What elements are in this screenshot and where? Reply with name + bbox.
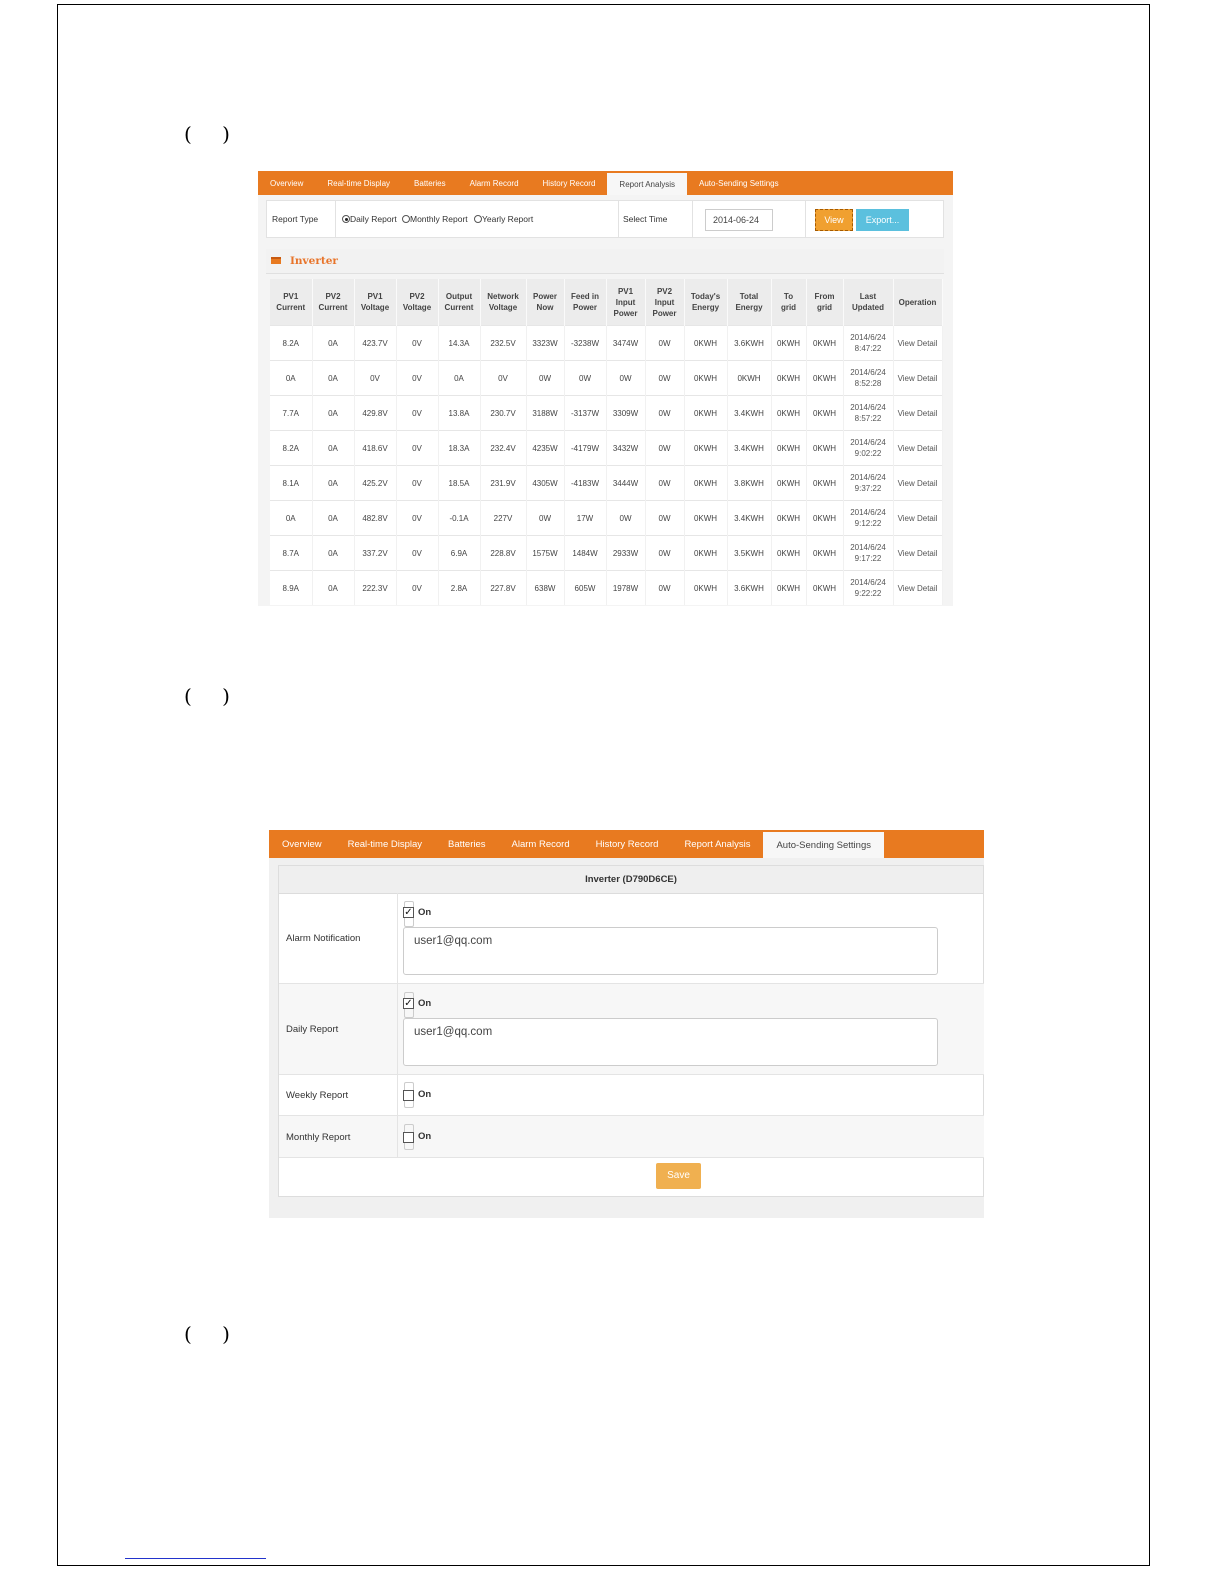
table-cell: 3.4KWH [727,501,771,536]
divider [397,893,398,983]
divider [805,201,806,237]
table-cell: 482.8V [354,501,396,536]
table-cell: 0W [564,361,606,396]
table-cell: 0W [645,501,684,536]
table-cell: 0KWH [684,396,727,431]
column-header-text: Voltage [360,303,390,312]
table-cell: 227V [480,501,526,536]
table-cell: 14.3A [438,326,480,361]
table-icon [271,257,281,264]
table-cell: 3.8KWH [727,466,771,501]
table-cell: 0KWH [771,326,806,361]
table-cell: 0W [526,361,564,396]
column-header-text: From [814,292,835,301]
section-title: Inverter [290,255,338,267]
table-cell: 0KWH [684,571,727,606]
divider [618,201,619,237]
weekly-report-label: Weekly Report [286,1090,349,1101]
table-cell: 0A [270,501,312,536]
inverter-table [270,279,943,605]
table-cell: 3309W [606,396,645,431]
inverter-table-wrap [270,279,942,605]
table-cell: 0KWH [806,361,843,396]
table-cell: 3.6KWH [727,571,771,606]
column-header-text: Feed in [570,292,599,301]
monthly-report-checkbox[interactable] [403,1132,414,1143]
column-header [480,279,526,326]
table-cell: 18.3A [438,431,480,466]
view-detail-link[interactable]: View Detail [893,466,942,501]
table-cell: 1575W [526,536,564,571]
table-cell: 0KWH [771,571,806,606]
column-header-text: Voltage [402,303,432,312]
table-cell: 0KWH [771,361,806,396]
column-header [806,279,843,326]
monthly-report-on-label: On [418,1131,432,1142]
column-header-text: grid [816,303,833,312]
table-cell: 0V [396,396,438,431]
alarm-notification-on-label: On [418,907,432,918]
table-cell: 1484W [564,536,606,571]
table-cell: 0A [312,326,354,361]
tab-history-record[interactable]: History Record [542,178,596,188]
divider [692,201,693,237]
table-cell: 232.4V [480,431,526,466]
tab-auto-sending-settings[interactable]: Auto-Sending Settings [763,832,884,858]
tab-batteries[interactable]: Batteries [448,838,486,850]
table-cell: 0KWH [806,501,843,536]
tab-alarm-record[interactable]: Alarm Record [469,178,519,188]
table-cell: 3.4KWH [727,396,771,431]
blank-paren-3: ( ) [184,1322,242,1346]
tab-history-record[interactable]: History Record [595,838,659,850]
table-cell: 3323W [526,326,564,361]
table-cell: 0W [645,571,684,606]
table-cell: 222.3V [354,571,396,606]
table-cell: 18.5A [438,466,480,501]
yearly-report-label: Yearly Report [482,214,534,224]
table-cell: 423.7V [354,326,396,361]
tab-overview[interactable]: Overview [270,178,304,188]
table-cell: 227.8V [480,571,526,606]
daily-report-label: Daily Report [350,214,397,224]
divider [397,984,398,1074]
daily-report-on-label: On [418,998,432,1009]
alarm-notification-row [279,893,984,984]
table-cell: 0KWH [684,361,727,396]
column-header-text: Energy [735,303,763,312]
table-cell: 0A [312,396,354,431]
table-cell: 2014/6/24 9:02:22 [843,431,893,466]
alarm-notification-checkbox[interactable]: ✓ [404,907,413,918]
column-header [526,279,564,326]
table-cell: 2014/6/24 9:22:22 [843,571,893,606]
table-cell: 0V [354,361,396,396]
table-cell: 2014/6/24 9:12:22 [843,501,893,536]
tab-realtime-display[interactable]: Real-time Display [327,178,391,188]
column-header [843,279,893,326]
divider [397,1075,398,1115]
table-cell: 3.5KWH [727,536,771,571]
table-cell: 0KWH [727,361,771,396]
column-header-text: Total [739,292,759,301]
table-cell: 0KWH [684,431,727,466]
table-cell: 0V [396,326,438,361]
report-filter-bar [266,200,944,238]
save-button[interactable]: Save [656,1163,701,1189]
tab-auto-sending-settings[interactable]: Auto-Sending Settings [699,178,779,188]
table-cell: 0V [396,571,438,606]
column-header-text: PV1 [367,292,383,301]
table-cell: 3.4KWH [727,431,771,466]
column-header [354,279,396,326]
column-header [684,279,727,326]
table-cell: 0V [396,466,438,501]
column-header-text: Power [613,308,638,318]
column-header [564,279,606,326]
column-header-text: Energy [691,303,720,312]
table-cell: 425.2V [354,466,396,501]
table-cell: 0KWH [806,466,843,501]
table-cell: 2933W [606,536,645,571]
table-cell: 1978W [606,571,645,606]
column-header [396,279,438,326]
table-cell: 0W [645,536,684,571]
column-header [438,279,480,326]
table-cell: 6.9A [438,536,480,571]
column-header-text: Network [487,292,519,301]
monthly-report-option[interactable] [402,214,468,224]
table-cell: 0A [312,466,354,501]
table-cell: 232.5V [480,326,526,361]
table-cell: 0KWH [684,326,727,361]
column-header-text: Updated [852,303,884,312]
table-cell: 231.9V [480,466,526,501]
table-cell: 2014/6/24 8:47:22 [843,326,893,361]
column-header-text: Power [652,308,677,318]
table-cell: 8.2A [270,326,312,361]
report-type-label: Report Type [272,214,319,224]
table-cell: 7.7A [270,396,312,431]
view-detail-link[interactable]: View Detail [893,326,942,361]
table-cell: 0KWH [771,431,806,466]
table-row [270,501,942,536]
table-cell: 17W [564,501,606,536]
table-cell: 0W [645,396,684,431]
column-header-text: Current [444,303,474,312]
weekly-report-on-label: On [418,1089,432,1100]
column-header-text: PV2 [409,292,425,301]
view-detail-link[interactable]: View Detail [893,501,942,536]
report-analysis-screenshot [258,171,953,606]
table-row [270,431,942,466]
column-header-text: Current [318,303,348,312]
table-cell: 0KWH [806,396,843,431]
inverter-section-header [266,249,944,274]
blank-paren-2: ( ) [184,684,242,708]
table-cell: -4179W [564,431,606,466]
column-header [893,279,942,326]
table-cell: 2014/6/24 8:52:28 [843,361,893,396]
table-cell: 638W [526,571,564,606]
alarm-notification-email-field[interactable]: user1@qq.com [403,927,938,975]
column-header-text: Input [654,297,675,307]
table-cell: 0V [396,536,438,571]
view-detail-link[interactable]: View Detail [893,361,942,396]
table-cell: -4183W [564,466,606,501]
auto-sending-screenshot [269,830,984,1218]
table-cell: 3444W [606,466,645,501]
panel-title: Inverter (D790D6CE) [279,866,983,894]
table-cell: 0KWH [684,501,727,536]
table-cell: 0W [526,501,564,536]
table-cell: 13.8A [438,396,480,431]
column-header-text: PV2 [656,286,673,296]
weekly-report-row [279,1075,984,1116]
table-cell: 0KWH [806,571,843,606]
table-cell: 0A [438,361,480,396]
table-cell: 3.6KWH [727,326,771,361]
monthly-report-row [279,1116,984,1158]
weekly-report-checkbox[interactable] [403,1090,414,1101]
table-cell: 0W [606,501,645,536]
column-header [771,279,806,326]
radio-yearly-report[interactable] [474,215,482,223]
table-cell: 0A [312,536,354,571]
daily-report-email-field[interactable]: user1@qq.com [403,1018,938,1066]
table-cell: 0KWH [806,326,843,361]
table-cell: 2014/6/24 8:57:22 [843,396,893,431]
table-cell: 0KWH [806,536,843,571]
table-row [270,326,942,361]
column-header-text: PV1 [617,286,634,296]
view-detail-link[interactable]: View Detail [893,396,942,431]
column-header-text: Current [276,303,306,312]
table-cell: 0V [396,431,438,466]
column-header-text: Today's [690,292,721,301]
daily-report-label: Daily Report [286,1024,339,1035]
table-cell: 4305W [526,466,564,501]
view-button[interactable]: View [815,209,853,231]
table-cell: 0W [645,431,684,466]
table-cell: 8.2A [270,431,312,466]
view-detail-link[interactable]: View Detail [893,571,942,606]
table-cell: 0A [312,431,354,466]
table-cell: 3188W [526,396,564,431]
export-button[interactable]: Export... [856,209,909,231]
table-cell: 0KWH [771,536,806,571]
table-cell: -3238W [564,326,606,361]
radio-daily-report[interactable] [342,215,350,223]
tab-bar [258,171,953,195]
table-cell: 228.8V [480,536,526,571]
table-cell: 0KWH [771,396,806,431]
table-cell: 0A [270,361,312,396]
column-header-text: Operation [898,297,937,307]
table-header-row [270,279,942,326]
table-cell: 0KWH [806,431,843,466]
column-header [270,279,312,326]
radio-monthly-report[interactable] [402,215,410,223]
table-cell: 8.1A [270,466,312,501]
table-cell: 8.9A [270,571,312,606]
column-header-text: Power [572,303,597,312]
tab-report-analysis[interactable]: Report Analysis [684,838,751,850]
table-row [270,466,942,501]
tab-alarm-record[interactable]: Alarm Record [511,838,570,850]
divider [397,1116,398,1157]
column-header [645,279,684,326]
daily-report-option[interactable] [342,214,397,224]
tab-overview[interactable]: Overview [282,838,322,850]
view-detail-link[interactable]: View Detail [893,431,942,466]
daily-report-checkbox[interactable]: ✓ [404,998,413,1009]
table-cell: 4235W [526,431,564,466]
table-cell: 0W [645,326,684,361]
date-input[interactable]: 2014-06-24 [705,209,773,231]
table-cell: 2.8A [438,571,480,606]
table-cell: 0KWH [684,466,727,501]
table-cell: 2014/6/24 9:37:22 [843,466,893,501]
footer-link-underline [125,1558,266,1559]
tab-report-analysis[interactable]: Report Analysis [607,173,687,195]
table-cell: 0V [396,361,438,396]
table-cell: 3474W [606,326,645,361]
table-cell: 0V [480,361,526,396]
table-cell: 0W [645,466,684,501]
table-cell: 3432W [606,431,645,466]
tab-batteries[interactable]: Batteries [414,178,446,188]
column-header-text: Voltage [488,303,518,312]
table-cell: 418.6V [354,431,396,466]
column-header [727,279,771,326]
column-header-text: PV1 [283,292,299,301]
table-cell: -3137W [564,396,606,431]
select-time-label: Select Time [623,214,668,224]
table-cell: 337.2V [354,536,396,571]
table-cell: 2014/6/24 9:17:22 [843,536,893,571]
table-row [270,536,942,571]
table-body [270,326,942,606]
view-detail-link[interactable]: View Detail [893,536,942,571]
yearly-report-option[interactable] [474,214,533,224]
table-cell: 0W [645,361,684,396]
column-header-text: Last [859,292,877,301]
auto-sending-panel [278,865,984,1197]
table-row [270,396,942,431]
column-header-text: Now [536,303,554,312]
table-cell: 8.7A [270,536,312,571]
table-cell: 0W [606,361,645,396]
column-header-text: PV2 [325,292,341,301]
column-header-text: To [783,292,794,301]
column-header-text: Input [615,297,636,307]
table-cell: 0KWH [684,536,727,571]
table-cell: 0A [312,571,354,606]
alarm-notification-label: Alarm Notification [286,933,361,944]
table-cell: 0A [312,361,354,396]
column-header-text: Power [532,292,557,301]
table-cell: -0.1A [438,501,480,536]
table-cell: 605W [564,571,606,606]
column-header-text: grid [780,303,797,312]
table-cell: 0V [396,501,438,536]
table-cell: 429.8V [354,396,396,431]
table-cell: 0KWH [771,501,806,536]
table-cell: 0A [312,501,354,536]
daily-report-row [279,984,984,1075]
divider [335,201,336,237]
column-header-text: Output [445,292,473,301]
table-cell: 230.7V [480,396,526,431]
column-header [312,279,354,326]
tab-realtime-display[interactable]: Real-time Display [347,838,423,850]
table-row [270,361,942,396]
monthly-report-label: Monthly Report [410,214,468,224]
blank-paren-1: ( ) [184,122,242,146]
table-cell: 0KWH [771,466,806,501]
column-header [606,279,645,326]
monthly-report-label: Monthly Report [286,1132,351,1143]
tab-bar [269,830,984,858]
table-row [270,571,942,606]
